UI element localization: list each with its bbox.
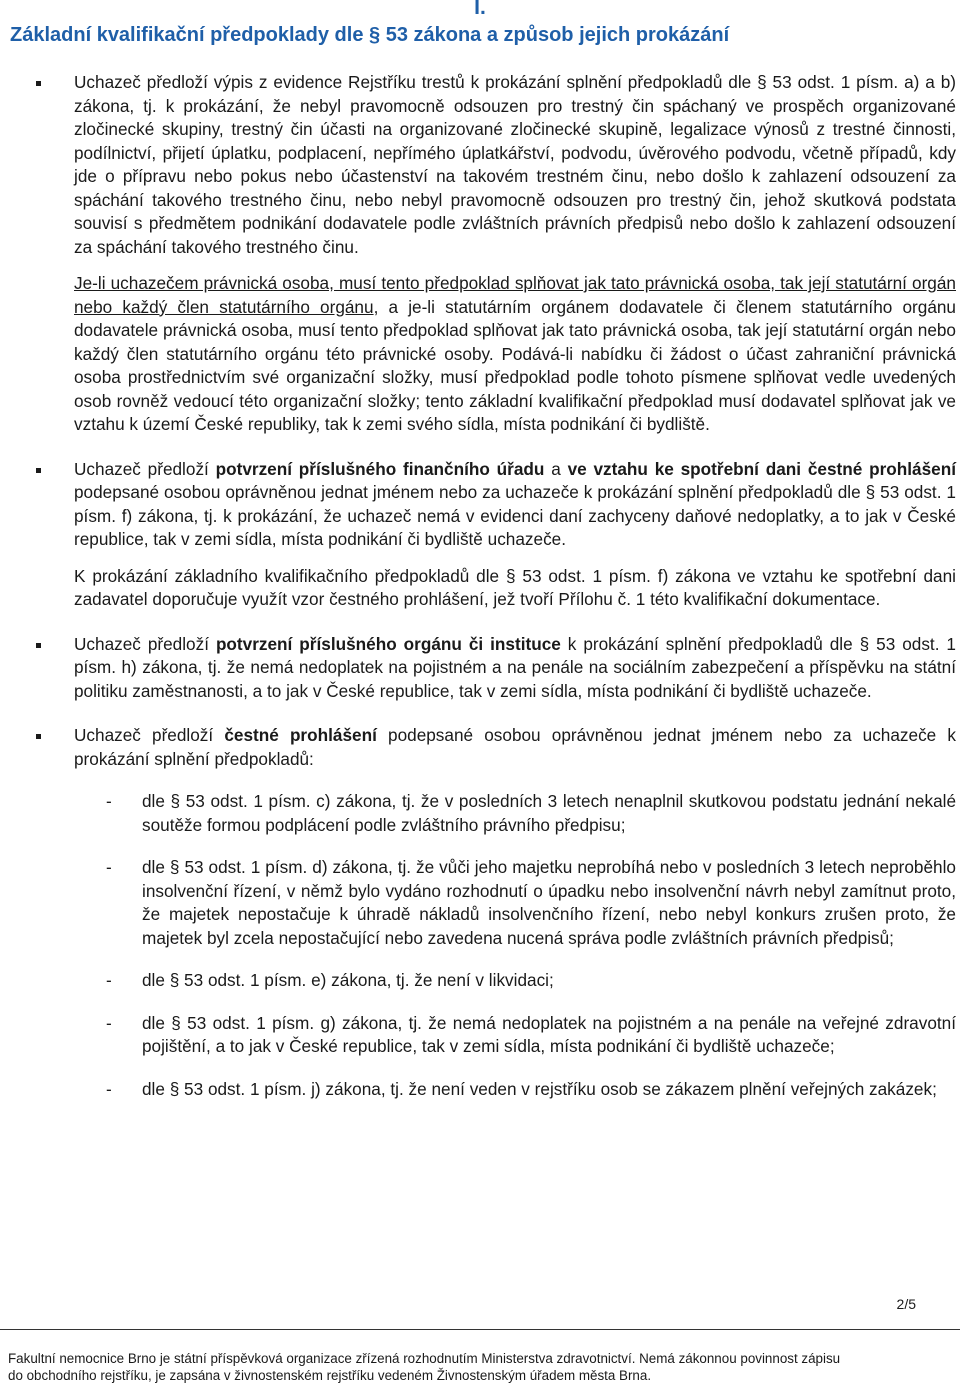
footer-line: Fakultní nemocnice Brno je státní příspěvková organizace zřízená rozhodnutím Ministerstva zdravotnictví. Nemá zákonnou povinnost zápisu — [8, 1351, 841, 1366]
bullet-item-tax-office — [36, 458, 956, 612]
paragraph: Uchazeč předloží výpis z evidence Rejstříku trestů k prokázání splnění předpokladů dle § 53 odst. 1 písm. a) a b) zákona, tj. k prokázání, že nebyl pravomocně odsouzen pro trestný čin spáchaný ve prospěch organizované zločinecké skupiny, trestný čin účasti na organizované zločinecké skupině, legalizace výnosů z trestné činnosti, podílnictví, přijetí úplatku, podplacení, nepřímého úplatkářství, podvodu, úvěrového podvodu, včetně případů, kdy jde o přípravu nebo pokus nebo účastenství na takovém trestném činu, nebo došlo k zahlazení odsouzení za spáchání takového trestného činu, nebo nebyl pravomocně odsouzen pro trestný čin, jehož skutková podstata souvisí s předmětem podnikání dodavatele podle zvláštních právních předpisů nebo došlo k zahlazení odsouzení za spáchání takového trestného činu. — [74, 72, 956, 257]
square-bullet-icon — [36, 81, 41, 86]
bold-text: potvrzení příslušného orgánu či instituce — [215, 633, 561, 654]
underlined-text: Je-li uchazečem právnická osoba, musí tento předpoklad splňovat jak tato právnická osoba, tak její statutární orgán nebo každý člen statutárního orgánu — [74, 273, 956, 317]
bullet-item-criminal-record — [36, 71, 956, 437]
sub-item: - dle § 53 odst. 1 písm. e) zákona, tj. že není v likvidaci; — [36, 969, 956, 993]
bullet-item-social-security — [36, 633, 956, 704]
footer-line: do obchodního rejstříku, je zapsána v živnostenském rejstříku vedeném Živnostenským úřadem města Brna. — [8, 1368, 652, 1383]
sub-item: - dle § 53 odst. 1 písm. c) zákona, tj. že v posledních 3 letech nenaplnil skutkovou podstatu jednání nekalé soutěže formou podplácení podle zvláštního právního předpisu; — [106, 791, 956, 835]
footer-divider — [0, 1329, 960, 1330]
square-bullet-icon — [36, 643, 41, 648]
dash-marker: - — [106, 791, 112, 811]
paragraph: Uchazeč předloží čestné prohlášení podepsané osobou oprávněnou jednat jménem nebo za uchazeče k prokázání splnění předpokladů: — [74, 725, 956, 769]
paragraph: Je-li uchazečem právnická osoba, musí tento předpoklad splňovat jak tato právnická osoba, tak její statutární orgán nebo každý člen statutárního orgánu, a je-li statutárním orgánem dodavatele či členem statutárního orgánu dodavatele právnická osoba, musí tento předpoklad splňovat jak tato právnická osoba, tak její statutární orgán nebo každý člen statutárního orgánu této právnické osoby. Podává-li nabídku či žádost o účast zahraniční právnická osoba prostřednictvím své organizační složky, musí předpoklad podle tohoto písmene splňovat vedle uvedených osob rovněž vedoucí této organizační složky; tento základní kvalifikační předpoklad musí dodavatel splňovat jak ve vztahu k území České republiky, tak k zemi svého sídla, místa podnikání či bydliště. — [74, 273, 956, 434]
dash-marker: - — [106, 857, 112, 877]
square-bullet-icon — [36, 734, 41, 739]
dash-marker: - — [106, 970, 112, 990]
bold-text: ve vztahu ke spotřební dani čestné prohlášení — [567, 458, 956, 479]
footer — [8, 1350, 952, 1384]
square-bullet-icon — [36, 468, 41, 473]
page-number: 2/5 — [896, 1296, 916, 1312]
section-number: I. — [474, 0, 486, 19]
bold-text: potvrzení příslušného finančního úřadu — [215, 458, 545, 479]
sub-item: - dle § 53 odst. 1 písm. d) zákona, tj. že vůči jeho majetku neprobíhá nebo v posledních 3 letech neproběhlo insolvenční řízení, v němž bylo vydáno rozhodnutí o úpadku nebo insolvenční návrh nebyl zamítnut proto, že majetek nepostačuje k úhradě nákladů insolvenčního řízení, nebo nebyl konkurs zrušen proto, že majetek byl zcela nepostačující nebo zavedena nucená správa podle zvláštních právních předpisů; — [106, 857, 956, 948]
bold-text: čestné prohlášení — [224, 725, 377, 745]
bullet-item-declaration — [36, 724, 956, 771]
sub-item: - dle § 53 odst. 1 písm. g) zákona, tj. že nemá nedoplatek na pojistném a na penále na veřejné zdravotní pojištění, a to jak v České republice, tak v zemi sídla, místa podnikání či bydliště uchazeče; — [106, 1012, 956, 1056]
paragraph: K prokázání základního kvalifikačního předpokladů dle § 53 odst. 1 písm. f) zákona ve vztahu ke spotřební dani zadavatel doporučuje využít vzor čestného prohlášení, jež tvoří Přílohu č. 1 této kvalifikační dokumentace. — [74, 565, 956, 609]
paragraph: Uchazeč předloží potvrzení příslušného orgánu či instituce k prokázání splnění předpokladů dle § 53 odst. 1 písm. h) zákona, tj. že nemá nedoplatek na pojistném a na penále na sociálním zabezpečení a příspěvku na státní politiku zaměstnanosti, a to jak v České republice, tak v zemi sídla, místa podnikání či bydliště uchazeče. — [74, 633, 956, 701]
dash-marker: - — [106, 1078, 112, 1099]
dash-marker: - — [106, 1012, 112, 1033]
sub-item: - dle § 53 odst. 1 písm. j) zákona, tj. že není veden v rejstříku osob se zákazem plnění veřejných zakázek; — [36, 1078, 956, 1102]
paragraph: Uchazeč předloží potvrzení příslušného finančního úřadu a ve vztahu ke spotřební dani čestné prohlášení podepsané osobou oprávněnou jednat jménem nebo za uchazeče k prokázání splnění předpokladů dle § 53 odst. 1 písm. f) zákona, tj. k prokázání, že uchazeč nemá v evidenci daní zachyceny daňové nedoplatky, a to jak v České republice, tak v zemi sídla, místa podnikání či bydliště uchazeče. — [74, 458, 956, 549]
section-heading: Základní kvalifikační předpoklady dle § 53 zákona a způsob jejich prokázání — [10, 24, 730, 46]
document-body — [36, 71, 956, 1101]
